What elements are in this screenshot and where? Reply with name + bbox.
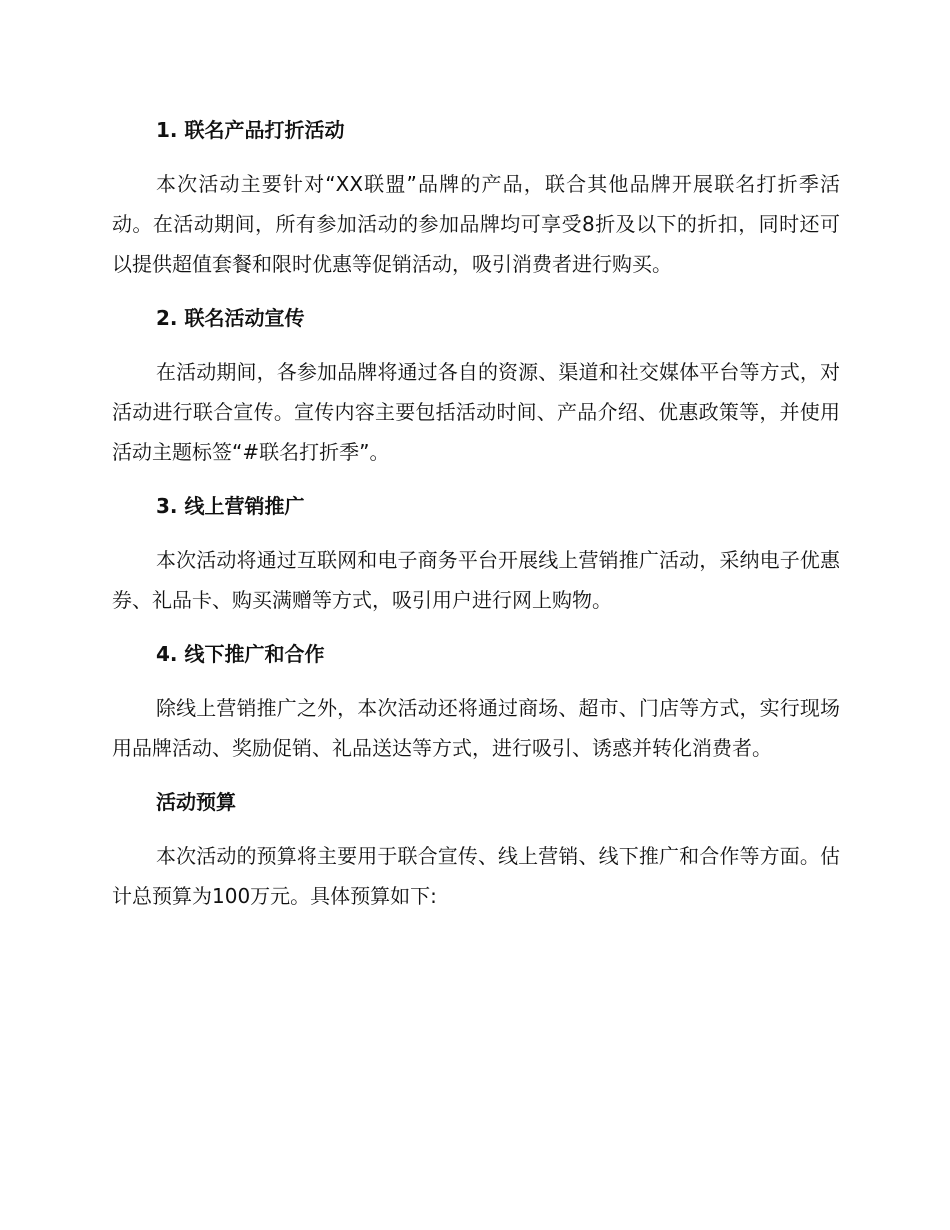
section-heading: 2. 联名活动宣传 <box>156 306 305 330</box>
section-heading: 1. 联名产品打折活动 <box>156 118 345 142</box>
section-heading: 3. 线上营销推广 <box>156 494 305 518</box>
section-body: 本次活动的预算将主要用于联合宣传、线上营销、线下推广和合作等方面。估计总预算为100万元。具体预算如下: <box>112 844 840 908</box>
section-discount-products <box>112 110 840 298</box>
section-heading: 4. 线下推广和合作 <box>156 642 325 666</box>
section-body: 在活动期间，各参加品牌将通过各自的资源、渠道和社交媒体平台等方式，对活动进行联合宣传。宣传内容主要包括活动时间、产品介绍、优惠政策等，并使用活动主题标签“#联名打折季”。 <box>112 360 840 464</box>
section-body: 除线上营销推广之外，本次活动还将通过商场、超市、门店等方式，实行现场用品牌活动、奖励促销、礼品送达等方式，进行吸引、诱惑并转化消费者。 <box>112 696 840 760</box>
section-heading: 活动预算 <box>156 790 236 814</box>
section-joint-promotion <box>112 298 840 486</box>
section-online-marketing <box>112 486 840 634</box>
document-page <box>112 110 840 916</box>
section-budget <box>112 782 840 916</box>
section-body: 本次活动主要针对“XX联盟”品牌的产品，联合其他品牌开展联名打折季活动。在活动期间，所有参加活动的参加品牌均可享受8折及以下的折扣，同时还可以提供超值套餐和限时优惠等促销活动，吸引消费者进行购买。 <box>112 172 840 276</box>
section-offline-cooperation <box>112 634 840 782</box>
section-body: 本次活动将通过互联网和电子商务平台开展线上营销推广活动，采纳电子优惠券、礼品卡、购买满赠等方式，吸引用户进行网上购物。 <box>112 548 840 612</box>
